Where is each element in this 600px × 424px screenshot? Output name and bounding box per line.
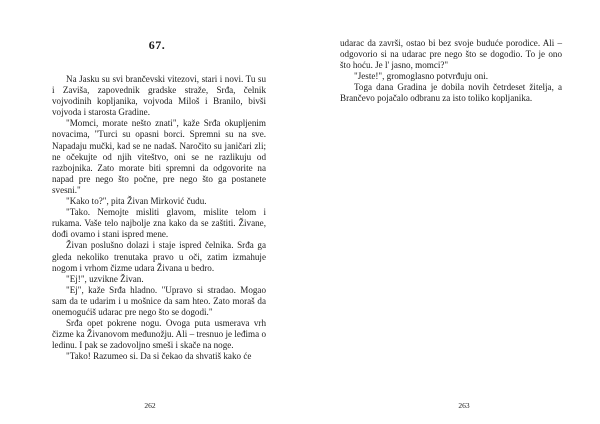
paragraph: "Momci, morate nešto znati", kaže Srđa okupljenim novacima, "Turci su opasni borci. Spremni su na sve. Napadaju mučki, kad se ne nadaš. Naročito su janičari zli; ne očekujte od njih viteštvo, oni se ne razlikuju od razbojnika. Zato morate biti spremni da odgovorite na napad pre nego što počne, pre nego što ga postanete svesni." bbox=[52, 118, 266, 195]
paragraph: udarac da završi, ostao bi bez svoje buduće porodice. Ali – odgovorio si na udarac pre nego što se dogodio. To je ono što hoću. Je l' jasno, momci?" bbox=[340, 38, 562, 71]
page-number: 262 bbox=[144, 401, 156, 410]
chapter-heading: 67. bbox=[148, 38, 166, 52]
paragraph: "Tako! Razumeo si. Da si čekao da shvatiš kako će bbox=[66, 351, 252, 362]
paragraph: "Jeste!", gromoglasno potvrđuju oni. bbox=[354, 71, 488, 82]
paragraph: Živan poslušno dolazi i staje ispred čelnika. Srđa ga gleda nekoliko trenutaka pravo u oči, zatim izmahuje nogom i vrhom čizme udara Živana u bedro. bbox=[52, 240, 266, 273]
paragraph: "Tako. Nemojte misliti glavom, mislite telom i rukama. Vaše telo najbolje zna kako da se zaštiti. Živane, dođi ovamo i stani ispred mene. bbox=[52, 207, 266, 240]
paragraph: "Ej!", uzvikne Živan. bbox=[66, 273, 144, 284]
left-page-text bbox=[52, 74, 266, 362]
paragraph: Toga dana Gradina je dobila novih četrdeset žitelja, a Brančevo pojačalo odbranu za isto toliko kopljanika. bbox=[340, 82, 562, 104]
page-number: 263 bbox=[458, 401, 470, 410]
paragraph: Na Jasku su svi brančevski vitezovi, stari i novi. Tu su i Zaviša, zapovednik gradske straže, Srđa, čelnik vojvodinih kopljanika, vojvoda Miloš i Branilo, bivši vojvoda i starosta Gradine. bbox=[52, 74, 266, 118]
paragraph: "Ej", kaže Srđa hladno. "Upravo si stradao. Mogao sam da te udarim i u mošnice da sam hteo. Zato moraš da onemogućiš udarac pre nego što se dogodi." bbox=[52, 284, 266, 317]
right-page-text bbox=[340, 38, 562, 105]
paragraph: Srđa opet pokrene nogu. Ovoga puta usmerava vrh čizme ka Živanovom međunožju. Ali – tresnuo je leđima o ledinu. I pak se zadovoljno smeši i skače na noge. bbox=[52, 318, 266, 351]
right-page bbox=[300, 0, 600, 424]
paragraph: "Kako to?", pita Živan Mirković čudu. bbox=[66, 196, 207, 207]
